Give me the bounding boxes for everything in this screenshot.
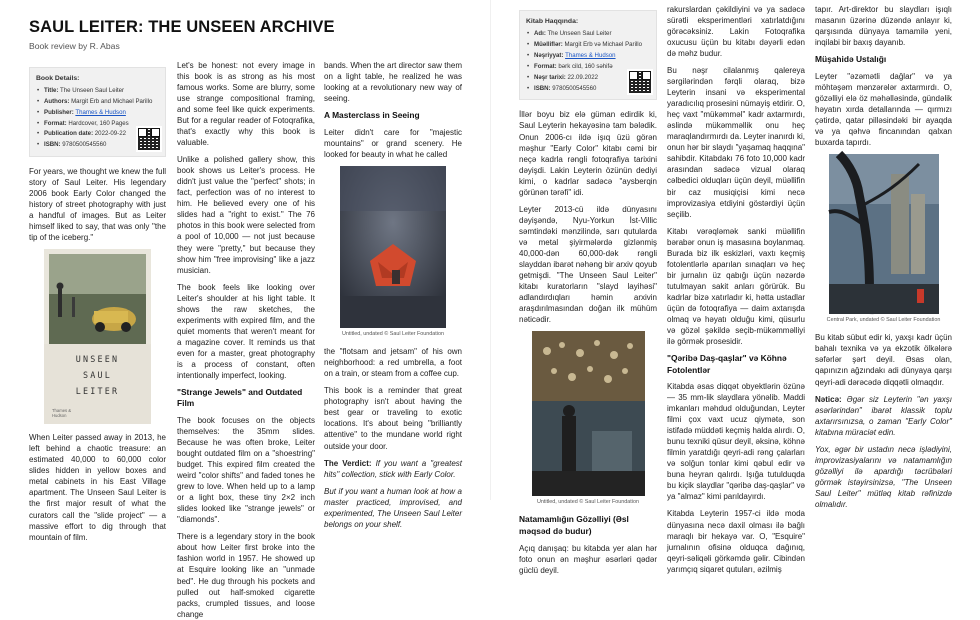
photo-caption: Untitled, undated © Saul Leiter Foundation <box>342 330 444 337</box>
detail-authors: • Authors: Margit Erb and Michael Parillo <box>36 97 160 108</box>
paragraph: The book focuses on the objects themselves: the 35mm slides. Because he was often broke, Leiter bought outdated film on a "shoestring" budget. This expired film created the weird "color shifts" and faded tones he grew to love. When held up to a lamp or a light box, these tiny 2×2 inch slides looked like "strange jewels" or "diamonds". <box>177 416 315 525</box>
verdict-paragraph: Nəticə: Əgər siz Leyterin "ən yaxşı əsərlərindən" ibarət klassik toplu axtarırsınızsa, o zaman "Early Color" kitabına müraciət edin. <box>815 394 952 437</box>
paragraph: Bu nəşr cilalanmış qalereya sərgilərindən fərqli olaraq, bizə Leyterin insani və eksperimental yaradıcılıq prosesini nümayiş etdirir. O, heç vaxt "mükəmməl" kadr axtarmırdı, əslində mükəmməllik onu heç maraqlandırmırdı da. Leyter inanırdı ki, onun hər bir slaydı "yaşamaq haqqına" sahibdir. Kitabdakı 76 foto 10,000 kadr arasından sadəcə vizual olaraq cəlbedici olduqları üçün deyil, müəllifin bir caz musiqiçisi kimi necə improvizasiya etdiyini göstərdiyi üçün seçilib. <box>667 66 805 219</box>
paragraph: tapır. Art-direktor bu slaydları işıqlı masanın üzərinə düzəndə anlayır ki, qarşısında dünyaya tamamilə yeni, inqilabi bir baxış dayanıb. <box>815 5 952 48</box>
book-details-box-az <box>519 10 657 100</box>
paragraph: Yox, əgər bir ustadın necə işlədiyini, improvizasiyalarını və natamamlığın gözəlliyi ilə apardığı təcrübələri görmək istəyirsinizsə, "The Unseen Saul Leiter" mütləq kitab rəfinizdə olmalıdır. <box>815 444 952 509</box>
verdict-paragraph: The Verdict: If you want a "greatest hits" collection, stick with Early Color. <box>324 458 462 479</box>
cover-line-3: LEITER <box>75 386 120 397</box>
cover-line-2: SAUL <box>83 370 112 381</box>
paragraph: Leyter "əzəmətli dağlar" və ya möhtəşəm mənzərələr axtarmırdı. O, gözəlliyi elə öz məhəlləsində, gündəlik həyatın xırda detallarında — qırmızı çətirdə, qatar pilləsindəki bir ayaqda və ya qəhvə fincanından qalxan buxarda tapırdı. <box>815 71 952 147</box>
paragraph: rakurslardan çəkildiyini və ya sadəcə sürətli eksperimentləri xatırlatdığını görəcəksiniz. Lakin Fotoqrafika oxucusu üçün bu kitabı dəyərli edən də məhz budur. <box>667 5 805 59</box>
detail-title: • Title: The Unseen Saul Leiter <box>36 86 160 97</box>
photo-caption: Central Park, undated © Saul Leiter Foundation <box>826 316 941 323</box>
detail-title-az: • Adı: The Unseen Saul Leiter <box>526 29 651 40</box>
detail-publication-date-az: • Nəşr tarixi: 22.09.2022 <box>526 73 651 84</box>
publisher-link-az[interactable]: Thames & Hudson <box>565 52 616 60</box>
cover-text <box>44 352 151 400</box>
section-heading: "Strange Jewels" and Outdated Film <box>177 386 303 409</box>
detail-format-az: • Format: bərk cild, 160 səhifə <box>526 62 651 73</box>
cover-publisher: Thames & Hudson <box>52 408 72 418</box>
umbrella-photo <box>340 166 446 328</box>
paragraph: Kitabı vərəqləmək sanki müəllifin bərabər onun iş masasına boylanmaq. Burada biz ilk eskizləri, vaxtı keçmiş fotolentlərlə aparılan sınaqları və heç bir jurnalın üz qabığı üçün nəzərdə tutulmayan sakit anları görürük. Bu kadrlar bizə xatırladır ki, hətta ustadlar üçün də fotoqrafiya — daim axtarışda olmaq və həyatı olduğu kimi, qüsurlu və gözəl şəkildə seçib-mükəmməlliyi ilə görmək prosesidir. <box>667 226 805 346</box>
detail-format: • Format: Hardcover, 160 Pages <box>36 119 160 130</box>
english-page <box>0 0 490 619</box>
book-cover-image <box>44 249 151 424</box>
paragraph: the "flotsam and jetsam" of his own neighborhood: a red umbrella, a foot on a train, or steam from a coffee cup. <box>324 347 462 379</box>
cover-line-1: UNSEEN <box>75 354 120 365</box>
paragraph: The book feels like looking over Leiter's shoulder at his light table. It shows the raw sketches, the experiments with expired film, and the quiet moments that weren't meant for a magazine cover. It reminds us that even for a master, great photography is a process of constant, often intentionally imperfect, looking. <box>177 282 315 380</box>
photo-caption: Untitled, undated © Saul Leiter Foundation <box>537 499 639 506</box>
book-details-heading: Book Details: <box>36 74 80 82</box>
azerbaijani-page <box>490 0 980 575</box>
detail-isbn: • ISBN: 9780500545560 <box>36 140 160 151</box>
detail-publication-date: • Publication date: 2022-09-22 <box>36 129 160 140</box>
market-photo-illustration <box>532 331 645 496</box>
market-photo <box>532 331 645 496</box>
central-park-photo <box>829 154 939 314</box>
paragraph: İllər boyu biz elə güman edirdik ki, Saul Leyterin hekayəsinə tam bələdik. Onun 2006-cı ildə işıq üzü görən məşhur "Early Color" kitabı cəmi bir neçə kadrla rəngli fotoqrafiya tarixini dəyişdi. Lakin Leyterin özünün dediyi kimi, o kadrlar sadəcə "aysberqin görünən tərəfi" idi. <box>519 110 657 197</box>
umbrella-photo-illustration <box>340 166 446 328</box>
column-5 <box>667 4 805 574</box>
paragraph: bands. When the art director saw them on a light table, he realized he was looking at a revolutionary new way of seeing. <box>324 61 462 104</box>
book-details-box <box>29 67 166 157</box>
paragraph: Let's be honest: not every image in this book is as strong as his most famous works. Some are blurry, some use strange compositional framing, and some feel like quick experiments. But for a regular reader of Fotoqrafika, that's exactly why this book is valuable. <box>177 61 315 148</box>
page-title: SAUL LEITER: THE UNSEEN ARCHIVE <box>29 18 335 36</box>
paragraph: But if you want a human look at how a master practiced, improvised, and experimented, The Unseen Saul Leiter belongs on your shelf. <box>324 486 462 529</box>
publisher-link[interactable]: Thames & Hudson <box>75 108 126 116</box>
detail-publisher-az: • Nəşriyyat: Thames & Hudson <box>526 51 651 62</box>
paragraph: For years, we thought we knew the full story of Saul Leiter. His legendary 2006 book Early Color changed the history of street photography with just a handful of images. But as Leiter himself liked to say, that was only "the tip of the iceberg." <box>29 167 166 243</box>
detail-publisher: • Publisher: Thames & Hudson <box>36 108 160 119</box>
paragraph: There is a legendary story in the book about how Leiter first broke into the fashion world in 1957. He showed up at Esquire looking like an "unmade bed". He dug through his pockets and pulled out half-smoked cigarette packs, crumpled tissues, and loose change <box>177 532 315 619</box>
central-park-photo-illustration <box>829 154 939 314</box>
paragraph: Kitabda Leyterin 1957-ci ildə moda dünyasına necə daxil olması ilə bağlı maraqlı bir hekayə var. O, "Esquire" jurnalının ofisinə olduqca dağınıq, qeyri-səliqəli görkəmdə gəlir. Cibindən yarımçıq siqaret qutuları, əzilmiş <box>667 509 805 574</box>
book-details-heading-az: Kitab Haqqında: <box>526 18 579 25</box>
paragraph: Kitabda əsas diqqət obyektlərin özünə — 35 mm-lik slaydlara yönəlib. Maddi imkanları məhdud olduğundan, Leyter filmi çox vaxt ucuz qiymətə, son istifadə müddəti keçmiş halda alırdı. O, bunu texniki qüsur deyil, əksinə, köhnə filmin yaratdığı qeyri-adi rəng çalarları və solğun tonlar kimi qəbul edir və buna heyran qalırdı. Işığa tutulduqda bu kiçik slaydlar "qəribə daş-qaşlar" və ya "almaz" kimi parıldayırdı. <box>667 382 805 502</box>
detail-isbn-az: • ISBN: 9780500545560 <box>526 84 651 95</box>
detail-authors-az: • Müəlliflər: Margit Erb və Michael Parillo <box>526 40 651 51</box>
paragraph: Bu kitab sübut edir ki, yaxşı kadr üçün bahalı texnika və ya ekzotik ölkələrə səfərlər şərt deyil. Əsas olan, qapınızın ağzındakı adi dünyaya qarşı qeyri-adi dərəcədə diqqətli olmaqdır. <box>815 333 952 387</box>
paragraph: Leiter didn't care for "majestic mountains" or grand scenery. He looked for beauty in what he called <box>324 127 462 159</box>
column-2 <box>177 60 315 619</box>
column-3 <box>324 60 462 529</box>
paragraph: Leyter 2013-cü ildə dünyasını dəyişəndə, Nyu-Yorkun İst-Villic səmtindəki mənzilində, sarı qutularda və metal şiyirmələrdə gizlənmiş 40,000-dən 60,000-dək rəngli slayddan ibarət nəhəng bir arxiv qoyub getmişdi. "The Unseen Saul Leiter" kitabı kuratorların "slayd layihəsi" adlandırdıqları həmin arxivin araşdırılmasından doğan ilk mühüm nəticədir. <box>519 204 657 324</box>
section-heading: A Masterclass in Seeing <box>324 110 420 121</box>
qr-code-icon <box>629 71 651 93</box>
paragraph: This book is a reminder that great photography isn't about having the best gear or traveling to exotic locations. It's about being "brilliantly attentive" to the mundane world right outside your door. <box>324 386 462 451</box>
section-heading: Natamamlığın Gözəlliyi (Əsl məqsəd də budur) <box>519 514 629 537</box>
section-heading: "Qəribə Daş-qaşlar" və Köhnə Fotolentlər <box>667 352 787 375</box>
paragraph: When Leiter passed away in 2013, he left behind a chaotic treasure: an estimated 40,000 to 60,000 color slides hidden in yellow boxes and metal cabinets in his East Village apartment. The Unseen Saul Leiter is the first major result of what the curators call the "slide project" — a massive effort to dig through that mountain of film. <box>29 433 166 542</box>
section-heading: Müşahidə Ustalığı <box>815 54 887 65</box>
paragraph: Açıq danışaq: bu kitabda yer alan hər foto onun ən məşhur əsərləri qədər güclü deyil. <box>519 543 657 575</box>
column-4 <box>519 0 657 575</box>
byline: Book review by R. Abas <box>29 40 120 51</box>
column-6 <box>815 4 952 509</box>
paragraph: Unlike a polished gallery show, this book shows us Leiter's process. He didn't just value the "perfect" shots; in fact, perfection was of no interest to him. He believed every one of his slides had a "right to exist." The 76 photos in this book were selected from a pool of 10,000 — not just because they were "pretty," but because they show him "free improvising" like a jazz musician. <box>177 155 315 275</box>
qr-code-icon <box>138 128 160 150</box>
